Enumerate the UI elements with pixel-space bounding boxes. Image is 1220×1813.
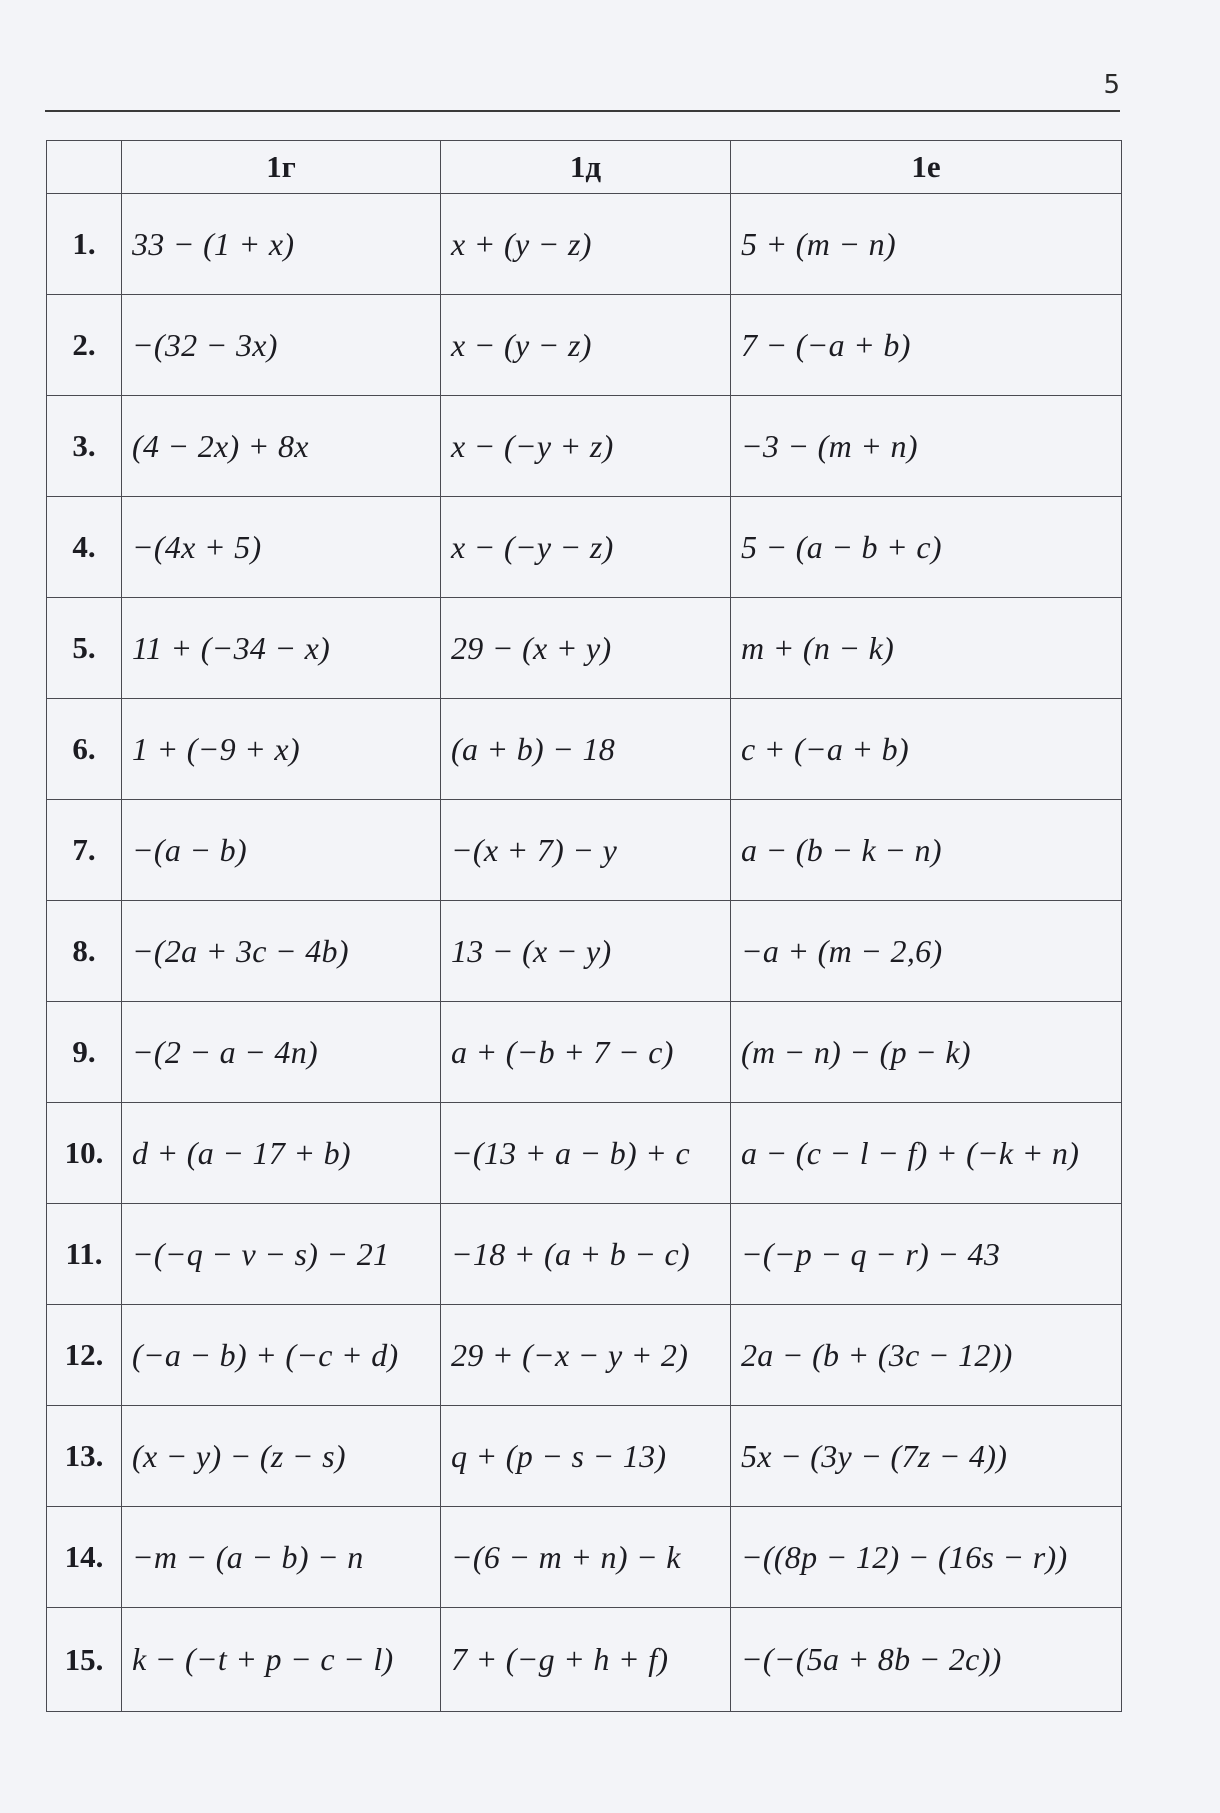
table-row — [47, 295, 1122, 396]
page-number: 5 — [1103, 70, 1120, 100]
table-row — [47, 1204, 1122, 1305]
expression-1d: −(13 + a − b) + c — [441, 1103, 731, 1204]
expression-1d: x + (y − z) — [441, 194, 731, 295]
expression-1d: x − (−y + z) — [441, 396, 731, 497]
expression-1d: 13 − (x − y) — [441, 901, 731, 1002]
row-number: 1. — [47, 194, 122, 295]
row-number: 15. — [47, 1608, 122, 1712]
row-number: 3. — [47, 396, 122, 497]
table-row — [47, 1406, 1122, 1507]
row-number: 9. — [47, 1002, 122, 1103]
table-row — [47, 396, 1122, 497]
expression-1d: −(x + 7) − y — [441, 800, 731, 901]
expression-1e: −(−p − q − r) − 43 — [731, 1204, 1122, 1305]
corner-cell — [47, 141, 122, 194]
table-header-row — [47, 141, 1122, 194]
expression-1g: −(2a + 3c − 4b) — [122, 901, 441, 1002]
table-row — [47, 1608, 1122, 1712]
table-row — [47, 598, 1122, 699]
column-header-1g: 1г — [122, 141, 441, 194]
expression-1e: 2a − (b + (3c − 12)) — [731, 1305, 1122, 1406]
expression-1e: a − (c − l − f) + (−k + n) — [731, 1103, 1122, 1204]
expression-1e: (m − n) − (p − k) — [731, 1002, 1122, 1103]
row-number: 12. — [47, 1305, 122, 1406]
exercise-table — [46, 140, 1122, 1712]
expression-1d: q + (p − s − 13) — [441, 1406, 731, 1507]
expression-1d: x − (−y − z) — [441, 497, 731, 598]
expression-1g: k − (−t + p − c − l) — [122, 1608, 441, 1712]
expression-1d: −(6 − m + n) − k — [441, 1507, 731, 1608]
column-header-1e: 1е — [731, 141, 1122, 194]
row-number: 4. — [47, 497, 122, 598]
expression-1e: 5 + (m − n) — [731, 194, 1122, 295]
table-row — [47, 497, 1122, 598]
expression-1g: d + (a − 17 + b) — [122, 1103, 441, 1204]
row-number: 8. — [47, 901, 122, 1002]
column-header-1d: 1д — [441, 141, 731, 194]
row-number: 5. — [47, 598, 122, 699]
expression-1e: c + (−a + b) — [731, 699, 1122, 800]
expression-1d: 29 + (−x − y + 2) — [441, 1305, 731, 1406]
expression-1d: −18 + (a + b − c) — [441, 1204, 731, 1305]
expression-1e: −a + (m − 2,6) — [731, 901, 1122, 1002]
expression-1e: −3 − (m + n) — [731, 396, 1122, 497]
table-row — [47, 1507, 1122, 1608]
table-row — [47, 1103, 1122, 1204]
expression-1g: −(−q − v − s) − 21 — [122, 1204, 441, 1305]
expression-1e: a − (b − k − n) — [731, 800, 1122, 901]
expression-1e: 7 − (−a + b) — [731, 295, 1122, 396]
row-number: 14. — [47, 1507, 122, 1608]
table-row — [47, 800, 1122, 901]
expression-1d: 29 − (x + y) — [441, 598, 731, 699]
header-rule — [45, 110, 1120, 112]
expression-1e: −((8p − 12) − (16s − r)) — [731, 1507, 1122, 1608]
expression-1e: m + (n − k) — [731, 598, 1122, 699]
expression-1e: −(−(5a + 8b − 2c)) — [731, 1608, 1122, 1712]
expression-1e: 5x − (3y − (7z − 4)) — [731, 1406, 1122, 1507]
expression-1g: 33 − (1 + x) — [122, 194, 441, 295]
expression-1g: −(2 − a − 4n) — [122, 1002, 441, 1103]
row-number: 2. — [47, 295, 122, 396]
expression-1d: 7 + (−g + h + f) — [441, 1608, 731, 1712]
table-body — [47, 194, 1122, 1712]
expression-1g: −(32 − 3x) — [122, 295, 441, 396]
expression-1g: (4 − 2x) + 8x — [122, 396, 441, 497]
expression-1g: 1 + (−9 + x) — [122, 699, 441, 800]
row-number: 6. — [47, 699, 122, 800]
table-row — [47, 1305, 1122, 1406]
table-row — [47, 1002, 1122, 1103]
row-number: 10. — [47, 1103, 122, 1204]
expression-1d: (a + b) − 18 — [441, 699, 731, 800]
row-number: 13. — [47, 1406, 122, 1507]
table-row — [47, 194, 1122, 295]
row-number: 11. — [47, 1204, 122, 1305]
expression-1g: (−a − b) + (−c + d) — [122, 1305, 441, 1406]
table-row — [47, 901, 1122, 1002]
expression-1g: (x − y) − (z − s) — [122, 1406, 441, 1507]
table-row — [47, 699, 1122, 800]
expression-1g: 11 + (−34 − x) — [122, 598, 441, 699]
expression-1g: −(4x + 5) — [122, 497, 441, 598]
row-number: 7. — [47, 800, 122, 901]
expression-1g: −(a − b) — [122, 800, 441, 901]
expression-1g: −m − (a − b) − n — [122, 1507, 441, 1608]
expression-1e: 5 − (a − b + c) — [731, 497, 1122, 598]
expression-1d: x − (y − z) — [441, 295, 731, 396]
expression-1d: a + (−b + 7 − c) — [441, 1002, 731, 1103]
